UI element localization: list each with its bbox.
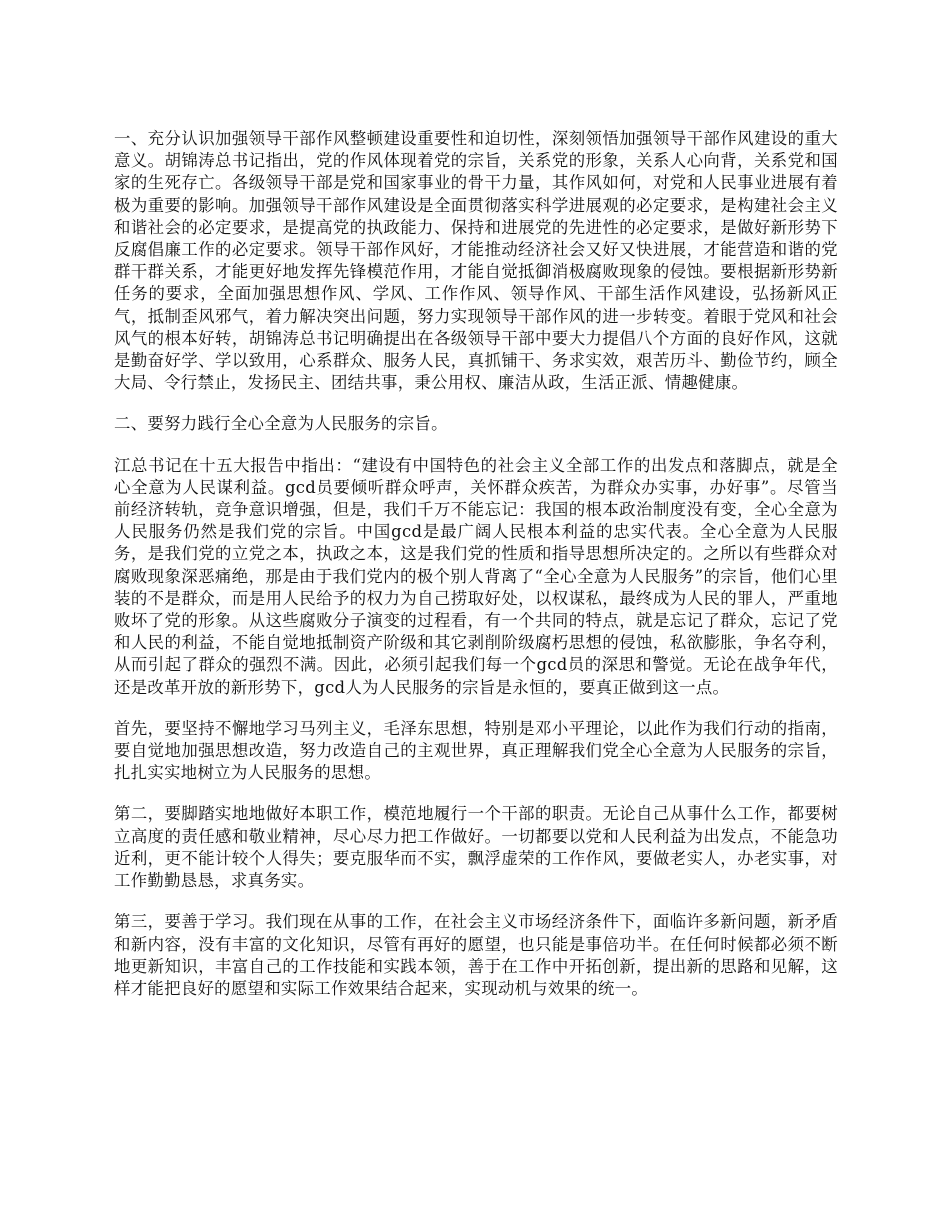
paragraph-2-heading: 二、要努力践行全心全意为人民服务的宗旨。 [114,414,448,434]
paragraph-3: 江总书记在十五大报告中指出：“建设有中国特色的社会主义全部工作的出发点和落脚点，就是全心全意为人民谋利益。gcd员要倾听群众呼声，关怀群众疾苦，为群众办实事，办好事”。尽管当前经济转轨，竞争意识增强，但是，我们千万不能忘记：我国的根本政治制度没有变，全心全意为人民服务仍然是我们党的宗旨。中国gcd是最广阔人民根本利益的忠实代表。全心全意为人民服务，是我们党的立党之本，执政之本，这是我们党的性质和指导思想所决定的。之所以有些群众对腐败现象深恶痛绝，那是由于我们党内的极个别人背离了“全心全意为人民服务”的宗旨，他们心里装的不是群众，而是用人民给予的权力为自己捞取好处，以权谋私，最终成为人民的罪人，严重地败坏了党的形象。从这些腐败分子演变的过程看，有一个共同的特点，就是忘记了群众，忘记了党和人民的利益，不能自觉地抵制资产阶级和其它剥削阶级腐朽思想的侵蚀，私欲膨胀，争名夺利，从而引起了群众的强烈不满。因此，必须引起我们每一个gcd员的深思和警觉。无论在战争年代，还是改革开放的新形势下，gcd人为人民服务的宗旨是永恒的，要真正做到这一点。 [114,455,838,697]
document-body [114,128,838,1019]
paragraph-4: 首先，要坚持不懈地学习马列主义，毛泽东思想，特别是邓小平理论，以此作为我们行动的指南，要自觉地加强思想改造，努力改造自己的主观世界，真正理解我们党全心全意为人民服务的宗旨，扎扎实实地树立为人民服务的思想。 [114,718,838,783]
paragraph-1: 一、充分认识加强领导干部作风整顿建设重要性和迫切性，深刻领悟加强领导干部作风建设的重大意义。胡锦涛总书记指出，党的作风体现着党的宗旨，关系党的形象，关系人心向背，关系党和国家的生死存亡。各级领导干部是党和国家事业的骨干力量，其作风如何，对党和人民事业进展有着极为重要的影响。加强领导干部作风建设是全面贯彻落实科学进展观的必定要求，是构建社会主义和谐社会的必定要求，是提高党的执政能力、保持和进展党的先进性的必定要求，是做好新形势下反腐倡廉工作的必定要求。领导干部作风好，才能推动经济社会又好又快进展，才能营造和谐的党群干群关系，才能更好地发挥先锋模范作用，才能自觉抵御消极腐败现象的侵蚀。要根据新形势新任务的要求，全面加强思想作风、学风、工作作风、领导作风、干部生活作风建设，弘扬新风正气，抵制歪风邪气，着力解决突出问题，努力实现领导干部作风的进一步转变。着眼于党风和社会风气的根本好转，胡锦涛总书记明确提出在各级领导干部中要大力提倡八个方面的良好作风，这就是勤奋好学、学以致用，心系群众、服务人民，真抓铺干、务求实效，艰苦历斗、勤俭节约，顾全大局、令行禁止，发扬民主、团结共事，秉公用权、廉洁从政，生活正派、情趣健康。 [114,129,838,393]
paragraph-6: 第三，要善于学习。我们现在从事的工作，在社会主义市场经济条件下，面临许多新问题，新矛盾和新内容，没有丰富的文化知识，尽管有再好的愿望，也只能是事倍功半。在任何时候都必须不断地更新知识，丰富自己的工作技能和实践本领，善于在工作中开拓创新，提出新的思路和见解，这样才能把良好的愿望和实际工作效果结合起来，实现动机与效果的统一。 [114,912,838,998]
paragraph-5: 第二，要脚踏实地地做好本职工作，模范地履行一个干部的职责。无论自己从事什么工作，都要树立高度的责任感和敬业精神，尽心尽力把工作做好。一切都要以党和人民利益为出发点，不能急功近利，更不能计较个人得失；要克服华而不实，飘浮虚荣的工作作风，要做老实人，办老实事，对工作勤勤恳恳，求真务实。 [114,804,838,891]
